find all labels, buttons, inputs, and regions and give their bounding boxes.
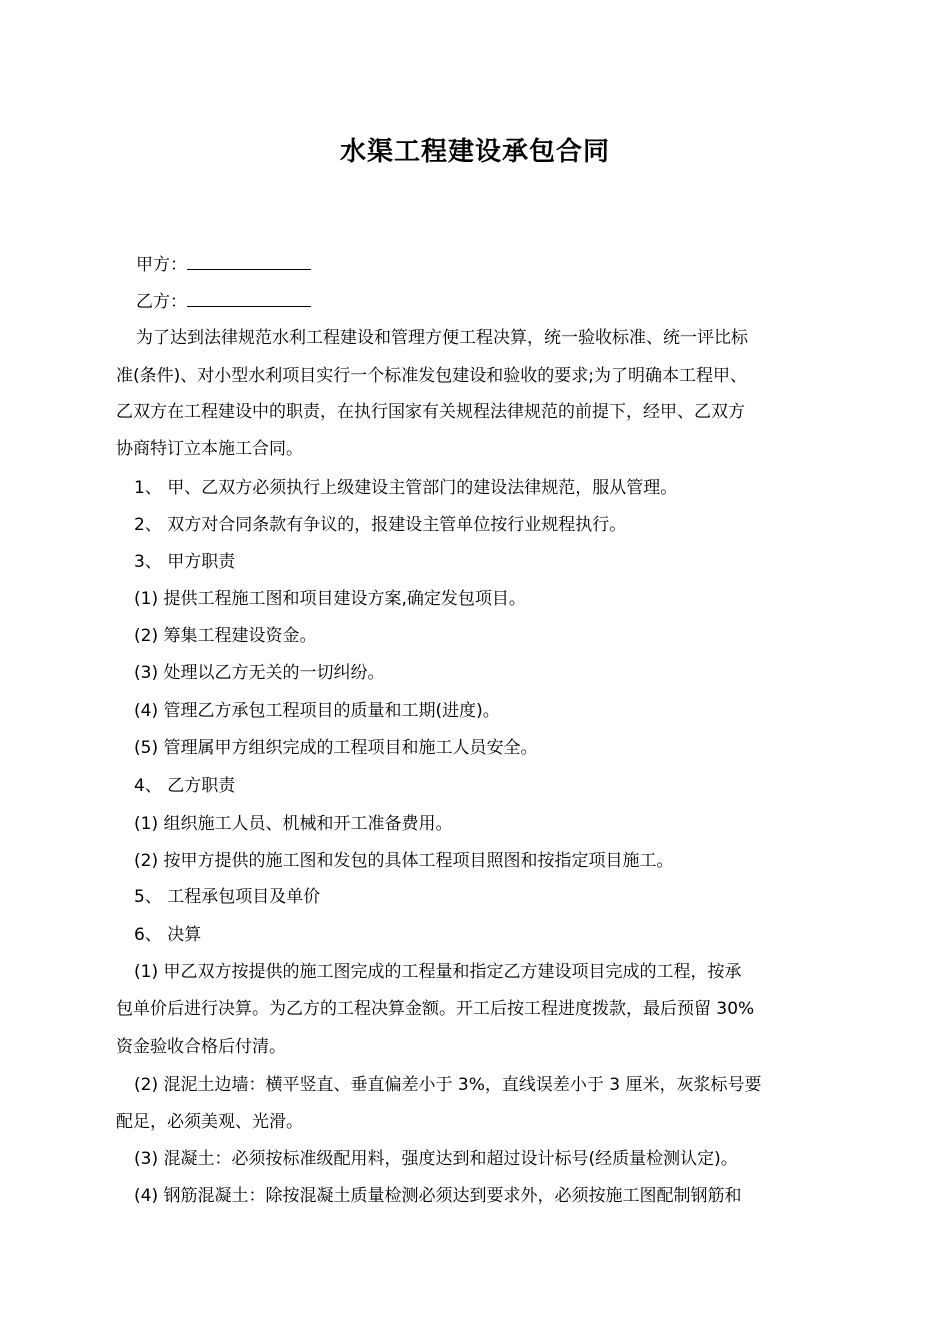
party-a-label: 甲方： <box>136 255 187 275</box>
clause-line: (1) 提供工程施工图和项目建设方案,确定发包项目。 <box>134 589 526 609</box>
clause-line: 6、 决算 <box>134 925 202 945</box>
party-a-line <box>136 251 856 277</box>
party-b-line <box>136 288 856 314</box>
paragraph-line: 为了达到法律规范水利工程建设和管理方便工程决算，统一验收标准、统一评比标 <box>136 328 748 348</box>
party-a-blank[interactable] <box>187 251 311 270</box>
clause-line: (3) 处理以乙方无关的一切纠纷。 <box>134 663 385 683</box>
paragraph-line: 协商特订立本施工合同。 <box>116 439 303 459</box>
clause-line: (4) 钢筋混凝土：除按混凝土质量检测必须达到要求外，必须按施工图配制钢筋和 <box>134 1186 742 1206</box>
clause-line: (2) 混泥土边墙：横平竖直、垂直偏差小于 3%，直线误差小于 3 厘米，灰浆标号要 <box>134 1075 762 1095</box>
clause-line: 5、 工程承包项目及单价 <box>134 887 321 907</box>
clause-line: (1) 组织施工人员、机械和开工准备费用。 <box>134 814 453 834</box>
paragraph-line: 配足，必须美观、光滑。 <box>116 1112 303 1132</box>
paragraph-line: 资金验收合格后付清。 <box>116 1037 286 1057</box>
paragraph-line: 包单价后进行决算。为乙方的工程决算金额。开工后按工程进度拨款，最后预留 30% <box>116 999 755 1019</box>
clause-line: 3、 甲方职责 <box>134 552 236 572</box>
clause-line: (5) 管理属甲方组织完成的工程项目和施工人员安全。 <box>134 738 538 758</box>
clause-line: 2、 双方对合同条款有争议的，报建设主管单位按行业规程执行。 <box>134 515 627 535</box>
party-b-label: 乙方： <box>136 292 187 312</box>
clause-line: (1) 甲乙双方按提供的施工图完成的工程量和指定乙方建设项目完成的工程，按承 <box>134 962 742 982</box>
clause-line: (2) 筹集工程建设资金。 <box>134 626 317 646</box>
clause-line: (3) 混凝土：必须按标准级配用料，强度达到和超过设计标号(经质量检测认定)。 <box>134 1149 738 1169</box>
paragraph-line: 乙双方在工程建设中的职责，在执行国家有关规程法律规范的前提下，经甲、乙双方 <box>116 402 745 422</box>
clause-line: 1、 甲、乙双方必须执行上级建设主管部门的建设法律规范，服从管理。 <box>134 478 678 498</box>
document-title: 水渠工程建设承包合同 <box>339 137 610 167</box>
clause-line: 4、 乙方职责 <box>134 776 236 796</box>
party-b-blank[interactable] <box>187 288 311 307</box>
clause-line: (4) 管理乙方承包工程项目的质量和工期(进度)。 <box>134 701 500 721</box>
paragraph-line: 准(条件)、对小型水利项目实行一个标准发包建设和验收的要求;为了明确本工程甲、 <box>116 366 747 386</box>
clause-line: (2) 按甲方提供的施工图和发包的具体工程项目照图和按指定项目施工。 <box>134 851 674 871</box>
